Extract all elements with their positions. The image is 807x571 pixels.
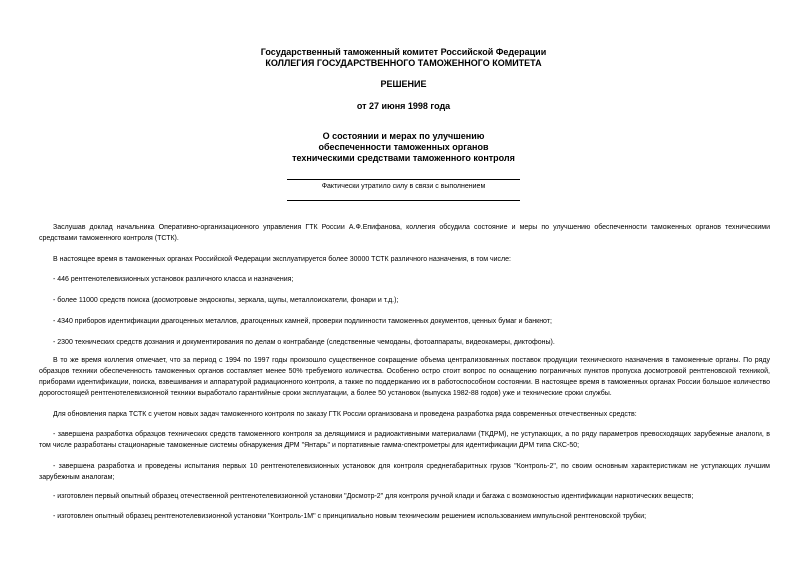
paragraph: Заслушав доклад начальника Оперативно-организационного управления ГТК России А.Ф.Епифанова, коллегия обсудила состояние и меры по улучшению обеспеченности таможенных органов техническими средствами таможенного контроля (ТСТК).	[39, 224, 770, 242]
title-line-1: О состоянии и мерах по улучшению	[322, 131, 485, 141]
paragraph: Для обновления парка ТСТК с учетом новых задач таможенного контроля по заказу ГТК России организована и проведена разработка ряда современных отечественных средств:	[53, 411, 637, 418]
organization-name: Государственный таможенный комитет Российской Федерации	[260, 47, 547, 57]
list-item: - 4340 приборов идентификации драгоценных металлов, драгоценных камней, проверки подлинности таможенных документов, ценных бумаг и банкнот;	[53, 318, 552, 325]
document-header	[0, 47, 807, 69]
document-date	[0, 101, 807, 112]
title-line-3: техническими средствами таможенного контроля	[292, 153, 515, 163]
document-type	[0, 79, 807, 90]
list-item: - завершена разработка образцов технических средств таможенного контроля за делящимися и радиоактивными материалами (ТКДРМ), не уступающих, а по ряду параметров превосходящих зарубежные аналоги, в том числе разработаны стационарные таможенные системы обнаружения ДРМ "Янтарь" и портативные гамма-спектрометры для идентификации ДРМ типа СКС-50;	[39, 431, 770, 449]
status-note: Фактически утратило силу в связи с выполнением	[321, 183, 486, 190]
document-title	[0, 131, 807, 164]
list-item: - более 11000 средств поиска (досмотровые эндоскопы, зеркала, щупы, металлоискатели, фонари и т.д.);	[53, 297, 399, 304]
paragraph: В настоящее время в таможенных органах Российской Федерации эксплуатируется более 30000 ТСТК различного назначения, в том числе:	[53, 256, 511, 263]
list-item: - 446 рентгенотелевизионных установок различного класса и назначения;	[53, 276, 294, 283]
list-item: - 2300 технических средств дознания и документирования по делам о контрабанде (следственные чемоданы, фотоаппараты, видеокамеры, диктофоны).	[53, 339, 555, 346]
title-line-2: обеспеченности таможенных органов	[318, 142, 489, 152]
divider-top	[287, 179, 520, 180]
list-item: - завершена разработка и проведены испытания первых 10 рентгенотелевизионных установок для контроля среднегабаритных грузов "Контроль-2", по своим основным характеристикам не уступающих лучшим зарубежным аналогам;	[39, 463, 770, 481]
list-item: - изготовлен опытный образец рентгенотелевизионной установки "Контроль-1М" с принципиально новым техническим решением использованием импульсной рентгеновской трубки;	[53, 513, 647, 520]
document-date-label: от 27 июня 1998 года	[356, 101, 451, 111]
divider-bottom	[287, 200, 520, 201]
document-type-label: РЕШЕНИЕ	[380, 79, 427, 89]
list-item: - изготовлен первый опытный образец отечественной рентгенотелевизионной установки "Досмотр-2" для контроля ручной клади и багажа с возможностью идентификации наркотических веществ;	[53, 493, 694, 500]
board-name: КОЛЛЕГИЯ ГОСУДАРСТВЕННОГО ТАМОЖЕННОГО КОМИТЕТА	[265, 58, 542, 68]
paragraph: В то же время коллегия отмечает, что за период с 1994 по 1997 годы произошло существенное сокращение объема централизованных поставок продукции технического назначения в таможенные органы. По ряду образцов техники обеспеченность таможенных органов составляет менее 50% требуемого количества. Особенно остро стоит вопрос по оснащению пограничных пунктов пропуска досмотровой рентгеновской техникой, приборами идентификации, поиска, взвешивания и аппаратурой радиационного контроля, а также по поддержанию их в работоспособном состоянии. В настоящее время в таможенных органах России большое количество дорогостоящей рентгенотелевизионной техники выработало гарантийные сроки эксплуатации, а более 50 установок (выпуска 1982-88 годов) уже и технические сроки службы.	[39, 357, 770, 397]
